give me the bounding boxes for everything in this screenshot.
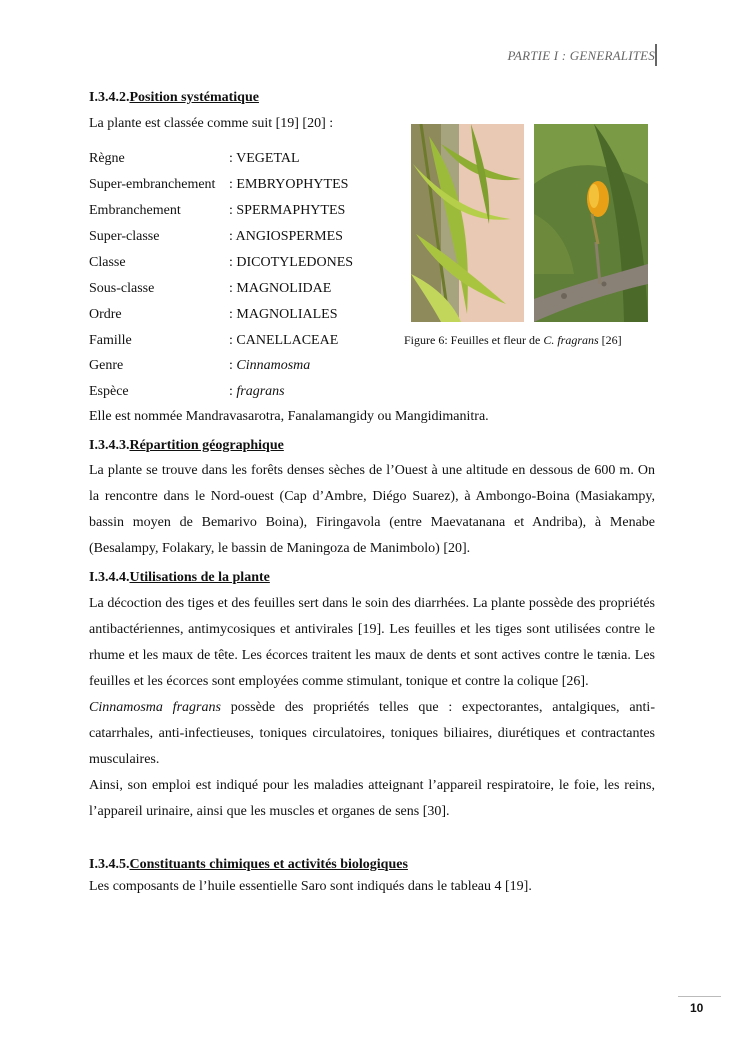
- figure-photo-leaves: [411, 124, 524, 322]
- taxonomy-row-espece: [89, 384, 389, 404]
- heading-number: I.3.4.2.: [89, 90, 130, 105]
- taxonomy-label: Embranchement: [89, 203, 181, 218]
- running-header: PARTIE I : GENERALITES: [507, 48, 655, 63]
- heading-title: Constituants chimiques et activités biologiques: [129, 857, 408, 872]
- taxonomy-row: [89, 307, 389, 327]
- figure-photo-flower: [534, 124, 648, 322]
- heading-title: Utilisations de la plante: [129, 570, 270, 585]
- taxonomy-value: : DICOTYLEDONES: [229, 255, 354, 270]
- taxonomy-row: [89, 333, 389, 353]
- taxonomy-value: : EMBRYOPHYTES: [229, 177, 349, 192]
- taxonomy-label: Ordre: [89, 307, 122, 322]
- vernacular-names: Elle est nommée Mandravasarotra, Fanalamangidy ou Mangidimanitra.: [89, 409, 489, 424]
- taxonomy-row: [89, 203, 389, 223]
- taxonomy-label: Règne: [89, 151, 125, 166]
- paragraph-properties: Cinnamosma fragrans possède des propriétés telles que : expectorantes, antalgiques, anti-catarrhales, anti-infectieuses, toniques circulatoires, toniques biliaires, diurétiques et contractantes musculaires.: [89, 700, 655, 767]
- page-number: 10: [690, 1001, 704, 1015]
- taxonomy-label: Famille: [89, 333, 132, 348]
- taxonomy-value: : Cinnamosma: [229, 358, 311, 373]
- paragraph-indications: Ainsi, son emploi est indiqué pour les maladies atteignant l’appareil respiratoire, le foie, les reins, l’appareil urinaire, ainsi que les muscles et organes de sens [30].: [89, 778, 655, 819]
- taxonomy-label: Sous-classe: [89, 281, 155, 296]
- taxonomy-row: [89, 281, 389, 301]
- heading-utilisations: [89, 570, 270, 586]
- paragraph-constituants: Les composants de l’huile essentielle Saro sont indiqués dans le tableau 4 [19].: [89, 879, 532, 894]
- taxonomy-label: Super-embranchement: [89, 177, 216, 192]
- taxonomy-value: : ANGIOSPERMES: [229, 229, 343, 244]
- footer-divider: [678, 996, 721, 997]
- taxonomy-row: [89, 255, 389, 275]
- taxonomy-value: : SPERMAPHYTES: [229, 203, 346, 218]
- taxonomy-label: Super-classe: [89, 229, 160, 244]
- taxonomy-value: : fragrans: [229, 384, 285, 399]
- heading-title: Position systématique: [129, 90, 259, 105]
- paragraph-utilisations: La décoction des tiges et des feuilles sert dans le soin des diarrhées. La plante possède des propriétés antibactériennes, antimycosiques et antivirales [19]. Les feuilles et les tiges sont utilisées contre le rhume et les maux de tête. Les écorces traitent les maux de dents et sont actives contre le tænia. Les feuilles et les écorces sont employées comme stimulant, tonique et contre la colique [26]. Cinnamosma fragrans possède des propriétés telles que : expectorantes, antalgiques, anti-catarrhales, anti-infectieuses, toniques circulatoires, toniques biliaires, diurétiques et contractantes musculaires. Ainsi, son emploi est indiqué pour les maladies atteignant l’appareil respiratoire, le foie, les reins, l’appareil urinaire, ainsi que les muscles et organes de sens [30].: [89, 591, 655, 825]
- taxonomy-row: [89, 151, 389, 171]
- heading-title: Répartition géographique: [129, 438, 284, 453]
- classification-intro: La plante est classée comme suit [19] [20] :: [89, 116, 334, 131]
- header-divider: [655, 44, 657, 66]
- taxonomy-value: : MAGNOLIALES: [229, 307, 338, 322]
- taxonomy-row: [89, 177, 389, 197]
- figure-caption: Figure 6: Feuilles et fleur de C. fragrans [26]: [404, 333, 622, 347]
- taxonomy-label: Genre: [89, 358, 124, 373]
- taxonomy-row: [89, 229, 389, 249]
- taxonomy-value: : VEGETAL: [229, 151, 300, 166]
- heading-number: I.3.4.4.: [89, 570, 130, 585]
- taxonomy-row-genre: [89, 358, 389, 378]
- taxonomy-value: : MAGNOLIDAE: [229, 281, 332, 296]
- heading-position-systematique: [89, 90, 259, 106]
- heading-number: I.3.4.5.: [89, 857, 130, 872]
- heading-constituants: [89, 857, 408, 873]
- taxonomy-label: Espèce: [89, 384, 129, 399]
- taxonomy-value: : CANELLACEAE: [229, 333, 339, 348]
- heading-number: I.3.4.3.: [89, 438, 130, 453]
- heading-repartition-geographique: [89, 438, 284, 454]
- taxonomy-label: Classe: [89, 255, 126, 270]
- paragraph-repartition: La plante se trouve dans les forêts denses sèches de l’Ouest à une altitude en dessous de 600 m. On la rencontre dans le Nord-ouest (Cap d’Ambre, Diégo Suarez), à Ambongo-Boina (Masiakampy, bassin moyen de Bemarivo Boina), Firingavola (entre Maevatanana et Andriba), à Menabe (Besalampy, Folakary, le bassin de Maningoza de Manimbolo) [20].: [89, 463, 655, 556]
